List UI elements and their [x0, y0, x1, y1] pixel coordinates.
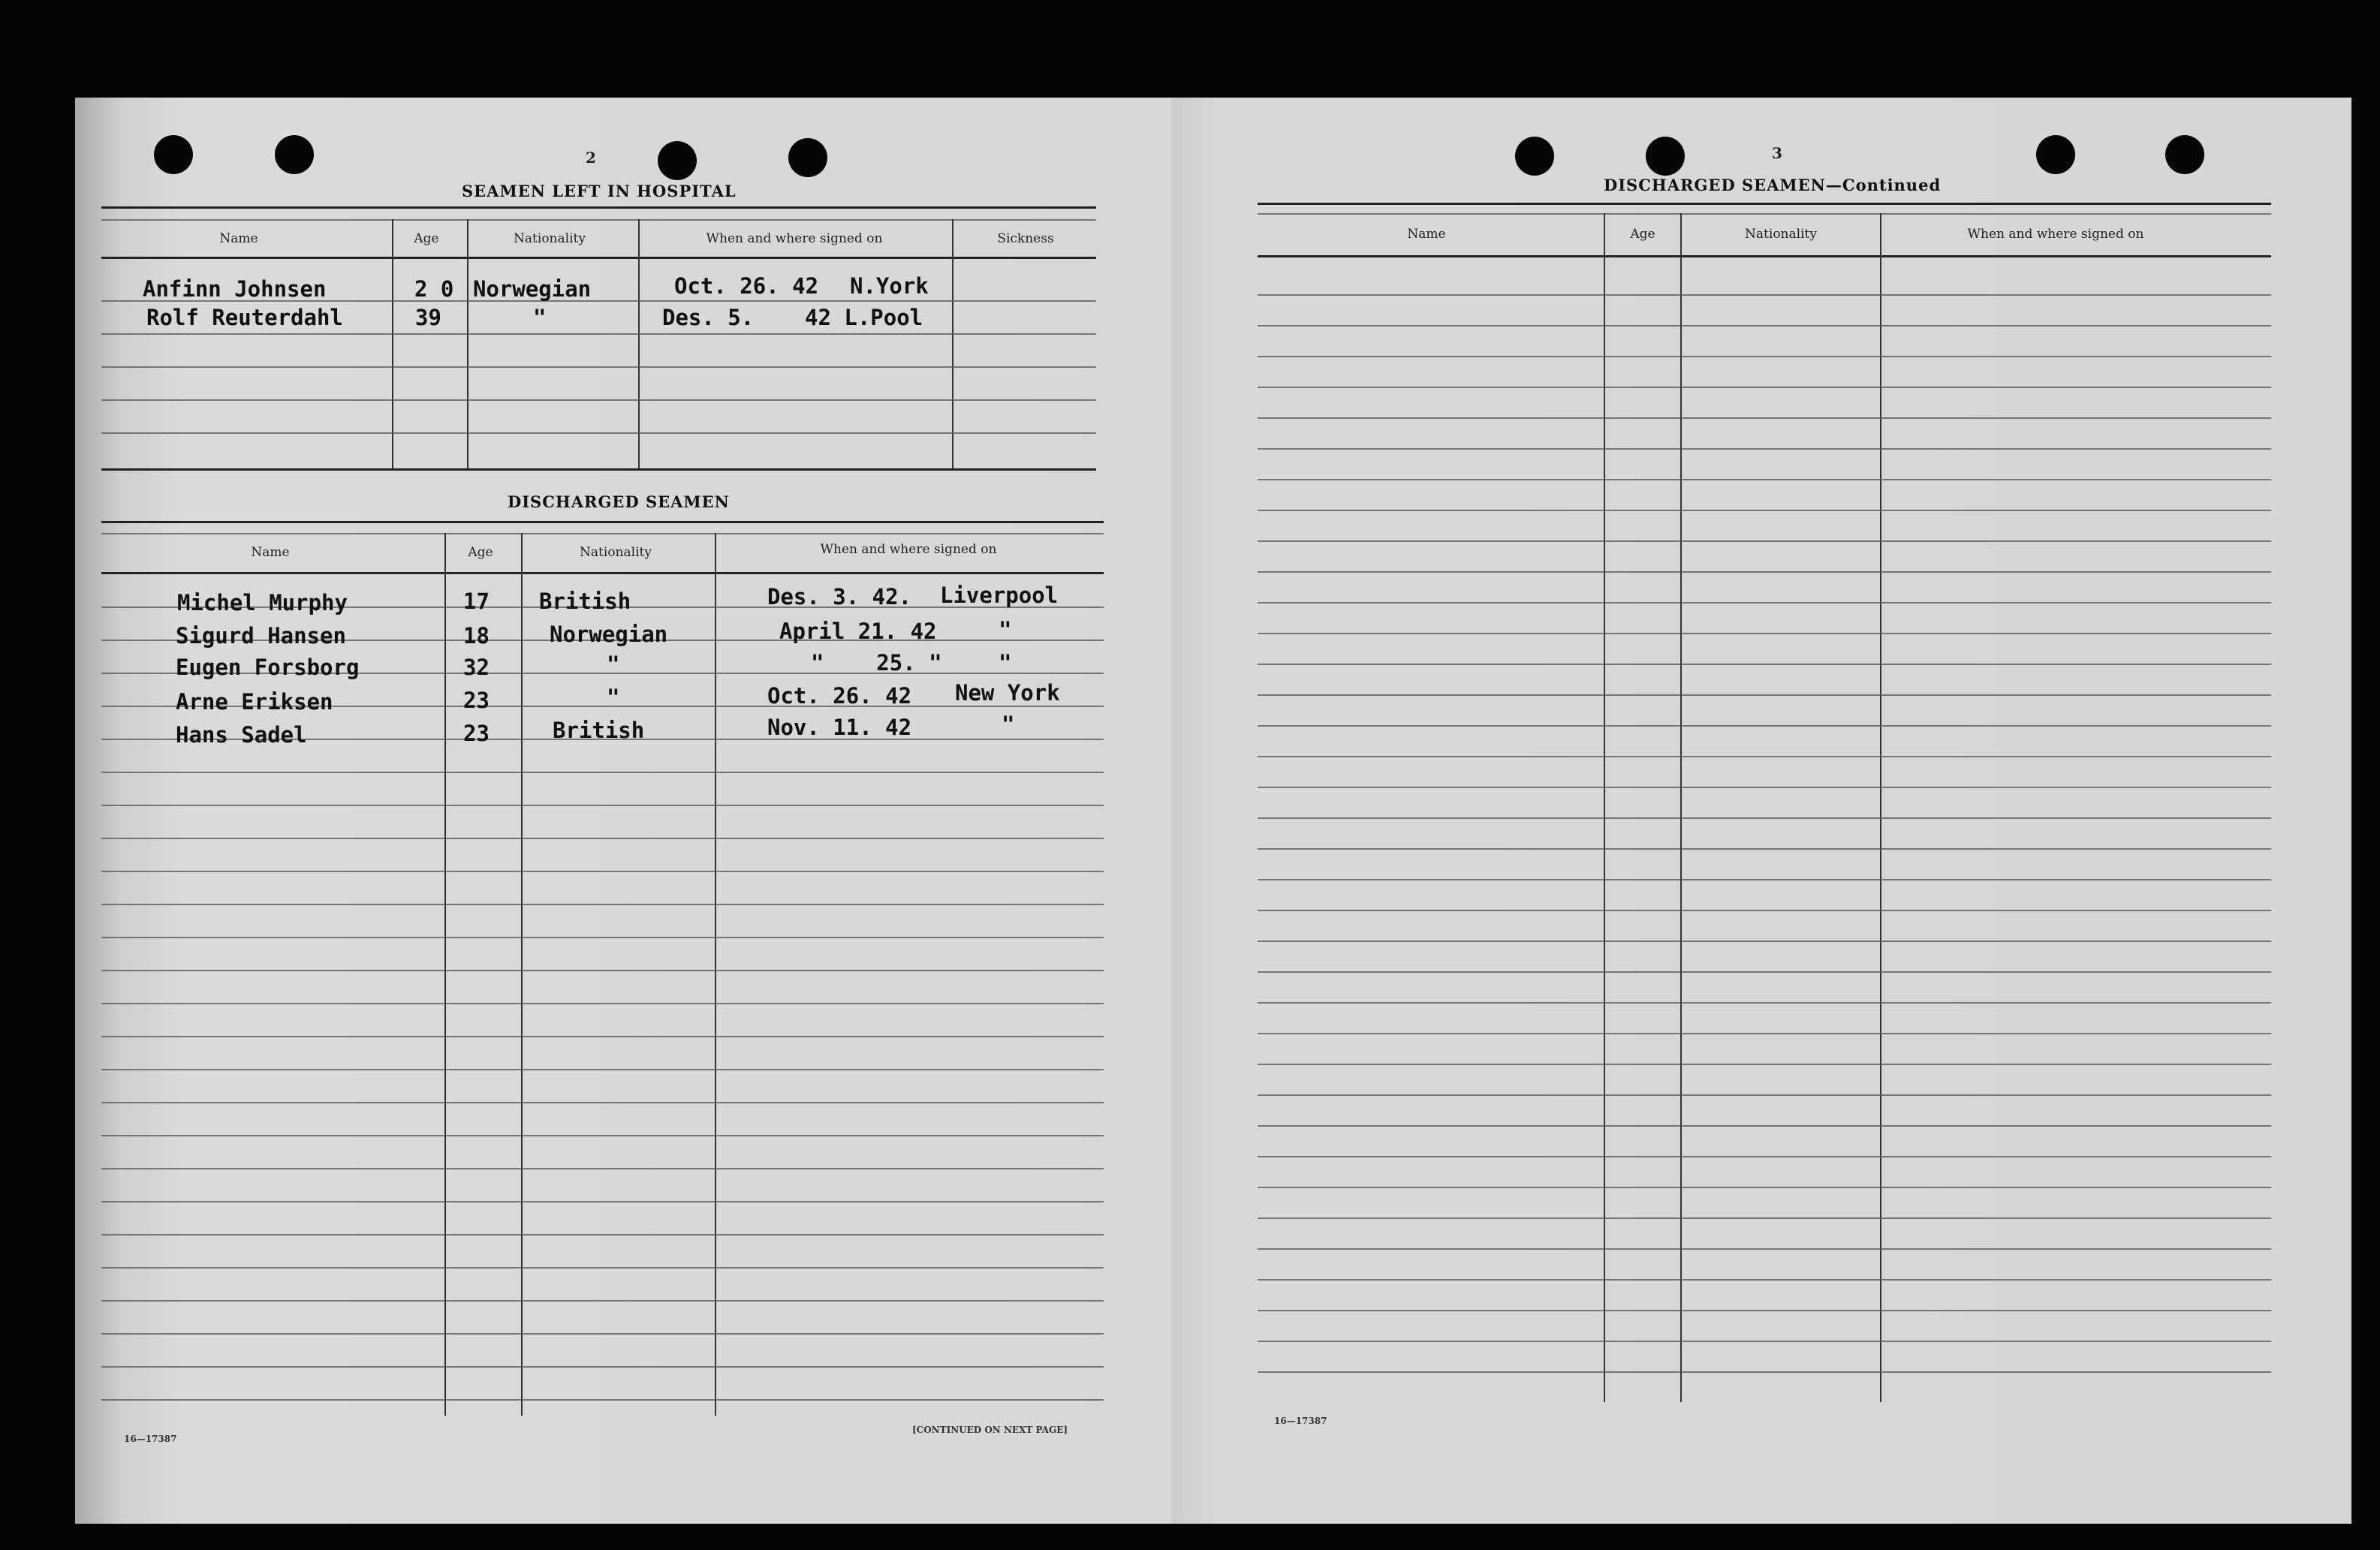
ruled-line [101, 1333, 1104, 1335]
ruled-line [101, 1267, 1104, 1269]
discharged-row-2-place: " [999, 617, 1012, 643]
column-divider [952, 219, 954, 468]
ruled-line [1258, 879, 2271, 880]
page-number: 2 [586, 149, 596, 167]
column-divider [392, 219, 393, 468]
page-number: 3 [1772, 144, 1782, 162]
ruled-line [101, 1102, 1104, 1103]
ruled-line [1258, 448, 2271, 450]
ruled-line [1258, 817, 2271, 819]
ruled-line [101, 871, 1104, 872]
ruled-line [1258, 1125, 2271, 1127]
ruled-line [1258, 664, 2271, 665]
discharged-row-4-age: 23 [463, 688, 490, 713]
discharged-row-5-place: " [1002, 712, 1015, 737]
ruled-line [101, 1234, 1104, 1235]
ruled-line [1258, 725, 2271, 727]
header-sickness: Sickness [997, 231, 1054, 246]
punch-hole [658, 141, 697, 180]
discharged-row-5-date: Nov. 11. 42 [767, 715, 912, 740]
ruled-line [1258, 294, 2271, 296]
hospital-row-2-nationality: " [533, 305, 547, 330]
discharged-row-3-name: Eugen Forsborg [176, 655, 360, 680]
ruled-line [1258, 325, 2271, 327]
discharged-row-2-name: Sigurd Hansen [176, 623, 346, 649]
discharged-row-4-place: New York [955, 680, 1060, 706]
ruled-line [1258, 387, 2271, 388]
ruled-line [1258, 479, 2271, 480]
row-rule [101, 366, 1096, 368]
discharged-row-3-age: 32 [463, 655, 490, 680]
header-age: Age [414, 231, 439, 246]
ruled-line [1258, 356, 2271, 357]
ruled-line [1258, 540, 2271, 542]
punch-hole [2165, 135, 2204, 174]
ruled-line [1258, 1248, 2271, 1250]
ruled-line [101, 1135, 1104, 1136]
ruled-line [1258, 787, 2271, 788]
ruled-line [101, 1069, 1104, 1070]
header-nationality: Nationality [514, 231, 586, 246]
ruled-line [1258, 1156, 2271, 1157]
ruled-line [1258, 602, 2271, 603]
discharged-row-4-date: Oct. 26. 42 [767, 683, 912, 709]
header-bottom-rule [101, 257, 1096, 259]
punch-hole [1515, 137, 1554, 176]
table-top-rule [1258, 203, 2271, 205]
header-name: Name [251, 545, 290, 560]
discharged-row-1-date: Des. 3. 42. [767, 584, 912, 609]
ruled-line [101, 838, 1104, 839]
header-age: Age [468, 545, 493, 560]
form-number: 16—17387 [124, 1434, 177, 1444]
column-divider [638, 219, 640, 468]
discharged-row-5-name: Hans Sadel [176, 722, 307, 748]
ruled-line [1258, 910, 2271, 911]
column-divider [1680, 213, 1682, 1402]
table-top-rule [101, 206, 1096, 209]
discharged-row-1-name: Michel Murphy [177, 590, 348, 615]
table-rule [1258, 213, 2271, 215]
discharged-row-2-age: 18 [463, 623, 490, 649]
column-divider [521, 533, 523, 1416]
punch-hole [1646, 137, 1685, 176]
column-divider [467, 219, 468, 468]
column-divider [444, 533, 446, 1416]
ruled-line [1258, 971, 2271, 973]
ruled-line [1258, 1341, 2271, 1342]
punch-hole [154, 135, 193, 174]
discharged-row-1-place: Liverpool [940, 582, 1059, 608]
ruled-line [101, 805, 1104, 806]
punch-hole [275, 135, 314, 174]
hospital-section-title: SEAMEN LEFT IN HOSPITAL [462, 182, 737, 200]
ruled-line [101, 970, 1104, 971]
ruled-line [1258, 1064, 2271, 1065]
header-signed-on: When and where signed on [1967, 227, 2144, 242]
header-nationality: Nationality [580, 545, 652, 560]
ruled-line [101, 1168, 1104, 1169]
row-rule [101, 399, 1096, 401]
ruled-line [1258, 633, 2271, 634]
hospital-row-2-date: Des. 5. [662, 305, 755, 330]
ruled-line [1258, 1002, 2271, 1004]
ruled-line [101, 904, 1104, 905]
header-nationality: Nationality [1745, 227, 1817, 242]
ruled-line [1258, 1217, 2271, 1219]
ruled-line [101, 772, 1104, 773]
row-rule [101, 333, 1096, 335]
header-name: Name [219, 231, 258, 246]
hospital-row-2-age: 39 [415, 305, 441, 330]
table-rule [101, 219, 1096, 221]
ruled-line [101, 1300, 1104, 1302]
ruled-line [101, 1201, 1104, 1202]
discharged-row-5-nationality: British [553, 718, 645, 743]
ruled-line [1258, 1094, 2271, 1096]
discharged-row-5-age: 23 [463, 721, 490, 746]
discharged-row-1-age: 17 [463, 588, 490, 614]
ruled-line [1258, 510, 2271, 511]
hospital-row-2-place: 42 L.Pool [805, 305, 923, 330]
continued-note: [CONTINUED ON NEXT PAGE] [912, 1425, 1068, 1435]
discharged-row-4-name: Arne Eriksen [176, 689, 333, 715]
header-bottom-rule [1258, 255, 2271, 257]
ruled-line [1258, 1033, 2271, 1034]
discharged-row-1-nationality: British [539, 588, 631, 614]
table-top-rule [101, 521, 1104, 523]
column-divider [715, 533, 716, 1416]
discharged-row-2-nationality: Norwegian [550, 622, 668, 647]
ruled-line [101, 1399, 1104, 1401]
ruled-line [1258, 1371, 2271, 1373]
ruled-line [101, 1036, 1104, 1037]
hospital-row-1-nationality: Norwegian [473, 276, 592, 302]
row-rule [101, 432, 1096, 434]
ruled-line [1258, 756, 2271, 757]
column-divider [1880, 213, 1881, 1402]
ruled-line [101, 1003, 1104, 1004]
hospital-row-1-age: 2 0 [414, 276, 454, 302]
discharged-row-3-date: " 25. " [811, 650, 942, 676]
punch-hole [788, 138, 827, 177]
ruled-line [1258, 1310, 2271, 1311]
hospital-row-1-place: N.York [850, 273, 929, 299]
table-rule [101, 533, 1104, 534]
header-name: Name [1407, 227, 1446, 242]
ruled-line [101, 1366, 1104, 1368]
ruled-line [1258, 941, 2271, 942]
form-number: 16—17387 [1274, 1416, 1327, 1426]
hospital-row-1-date: Oct. 26. 42 [674, 273, 819, 299]
ruled-line [1258, 848, 2271, 850]
ruled-line [1258, 1279, 2271, 1281]
ruled-line [1258, 417, 2271, 419]
column-divider [1604, 213, 1605, 1402]
hospital-row-2-name: Rolf Reuterdahl [146, 305, 343, 330]
table-bottom-rule [101, 468, 1096, 471]
hospital-row-1-name: Anfinn Johnsen [143, 276, 327, 302]
ruled-line [1258, 694, 2271, 696]
header-signed-on: When and where signed on [706, 231, 883, 246]
discharged-section-title: DISCHARGED SEAMEN [508, 492, 730, 511]
discharged-row-2-date: April 21. 42 [779, 618, 937, 644]
header-age: Age [1630, 227, 1655, 242]
punch-hole [2036, 135, 2075, 174]
ruled-line [1258, 571, 2271, 573]
header-signed-on: When and where signed on [820, 542, 997, 557]
ruled-line [101, 937, 1104, 938]
ruled-line [1258, 1187, 2271, 1188]
discharged-row-3-nationality: " [607, 652, 620, 677]
discharged-row-4-nationality: " [607, 685, 620, 710]
header-bottom-rule [101, 572, 1104, 574]
discharged-row-3-place: " [999, 650, 1012, 676]
discharged-continued-title: DISCHARGED SEAMEN—Continued [1604, 176, 1942, 194]
